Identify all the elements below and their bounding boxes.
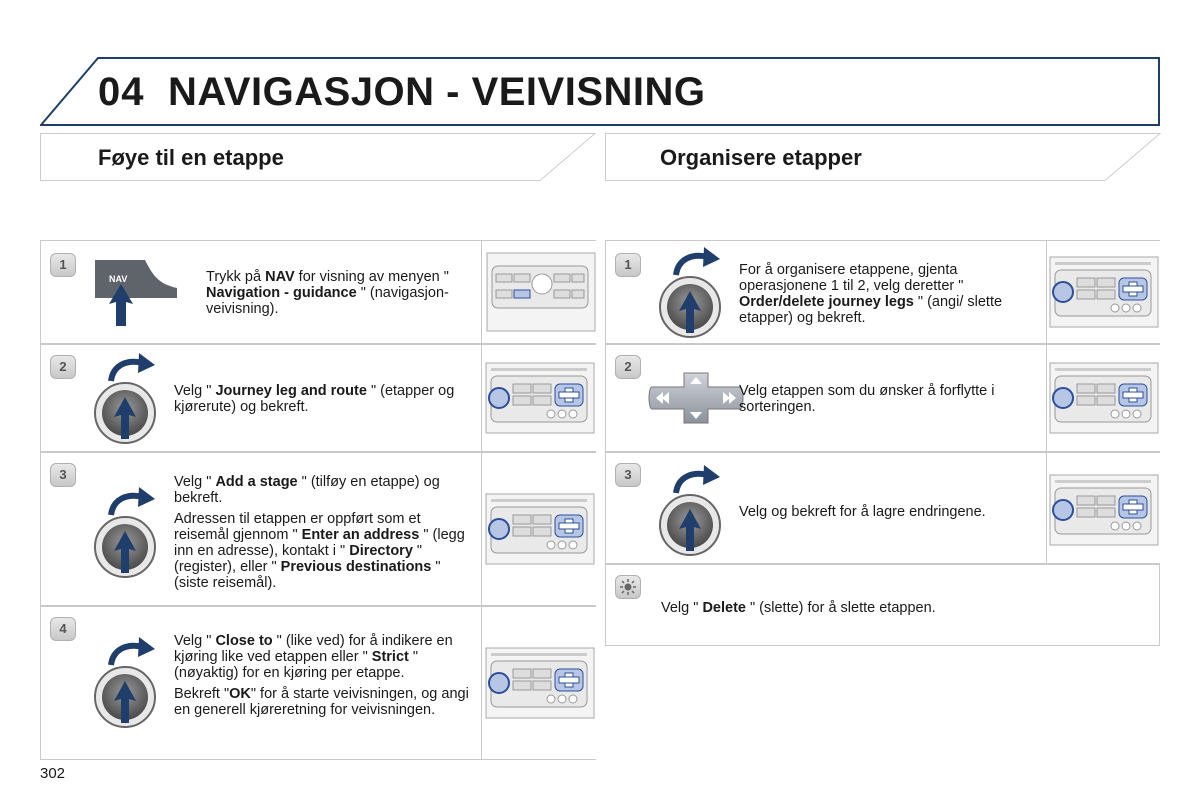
device-thumbnail [481, 607, 596, 759]
rotary-knob-icon [658, 463, 724, 559]
step-badge: 2 [50, 355, 76, 379]
tip-box [605, 564, 1160, 646]
right-step-2 [605, 344, 1160, 452]
radio-faceplate-knob-icon [485, 647, 595, 719]
radio-faceplate-nav-icon [486, 252, 596, 332]
step-badge: 3 [615, 463, 641, 487]
nav-button-press-icon [93, 256, 179, 328]
step-badge: 3 [50, 463, 76, 487]
rotary-knob-icon [93, 635, 159, 731]
step-instruction: Velg " Journey leg and route " (etapper og kjørerute) og bekreft. [174, 383, 455, 415]
device-thumbnail [481, 453, 596, 605]
device-thumbnail [481, 345, 596, 451]
radio-faceplate-knob-icon [1049, 474, 1159, 546]
left-step-1 [40, 240, 596, 344]
device-thumbnail [481, 241, 596, 343]
tip-text: Velg " Delete " (slette) for å slette etappen. [661, 600, 936, 616]
chapter-number: 04 [98, 70, 145, 114]
device-thumbnail [1046, 241, 1160, 343]
device-thumbnail [1046, 345, 1160, 451]
step-instruction: Velg " Close to " (like ved) for å indikere en kjøring like ved etappen eller " Strict " (nøyaktig) for en kjøring per etappe. Bekreft "OK" for å starte veivisningen, og angi en generell kjøreretning for veivisningen. [174, 633, 469, 718]
left-step-3 [40, 452, 596, 606]
step-instruction: For å organisere etappene, gjenta operasjonene 1 til 2, velg deretter " Order/delete journey legs " (angi/ slette etapper) og bekreft. [739, 262, 1003, 326]
section-title-left: Føye til en etappe [98, 145, 284, 170]
right-step-1 [605, 240, 1160, 344]
left-step-4 [40, 606, 596, 760]
directional-pad-icon [648, 371, 744, 425]
step-badge: 4 [50, 617, 76, 641]
step-instruction: Trykk på NAV for visning av menyen " Navigation - guidance " (navigasjon-veivisning). [206, 269, 449, 317]
radio-faceplate-knob-icon [1049, 362, 1159, 434]
rotary-knob-icon [658, 245, 724, 341]
nav-button-label: NAV [109, 274, 128, 284]
right-step-3 [605, 452, 1160, 564]
section-title-right: Organisere etapper [660, 145, 862, 170]
step-instruction: Velg og bekreft for å lagre endringene. [739, 504, 986, 520]
rotary-knob-icon [93, 485, 159, 581]
device-thumbnail [1046, 453, 1160, 563]
step-instruction: Velg " Add a stage " (tilføy en etappe) og bekreft. Adressen til etappen er oppført som et reisemål gjennom " Enter an address " (legg inn en adresse), kontakt i " Directory " (register), eller " Previous destinations " (siste reisemål). [174, 474, 465, 591]
page-number: 302 [40, 765, 66, 782]
chapter-title: NAVIGASJON - VEIVISNING [168, 70, 706, 114]
tip-icon [615, 575, 641, 599]
rotary-knob-icon [93, 351, 159, 447]
step-badge: 1 [615, 253, 641, 277]
radio-faceplate-knob-icon [1049, 256, 1159, 328]
step-badge: 1 [50, 253, 76, 277]
left-step-2 [40, 344, 596, 452]
radio-faceplate-knob-icon [485, 362, 595, 434]
radio-faceplate-knob-icon [485, 493, 595, 565]
step-instruction: Velg etappen som du ønsker å forflytte i sorteringen. [739, 383, 995, 415]
step-badge: 2 [615, 355, 641, 379]
